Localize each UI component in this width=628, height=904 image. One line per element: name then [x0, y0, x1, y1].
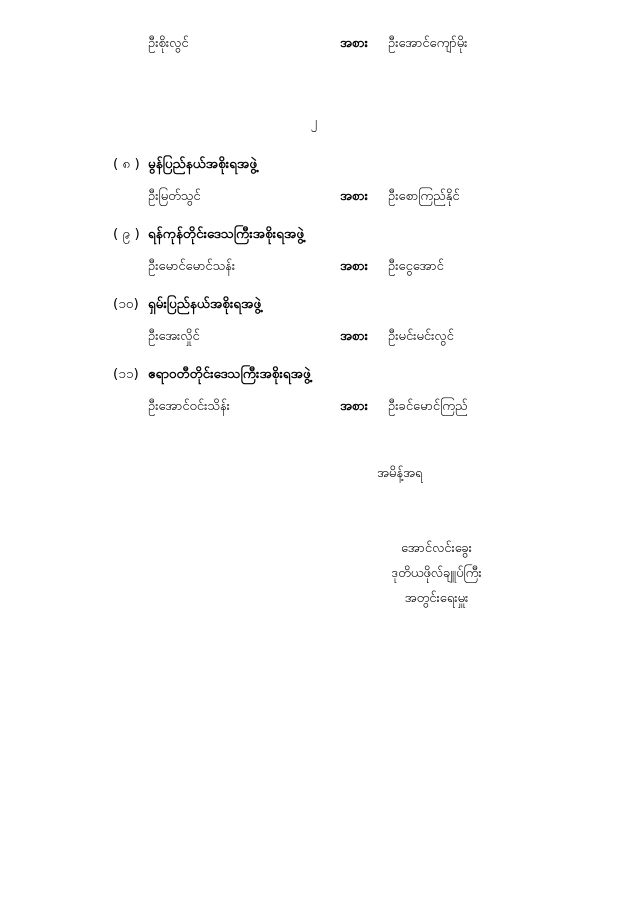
- row-separator: အစား: [340, 399, 368, 414]
- table-row: [0, 328, 628, 365]
- table-row: [0, 398, 628, 435]
- signature-block: [0, 536, 628, 611]
- group-heading: [0, 365, 628, 398]
- row-name-left: ဦးမောင်မောင်သန်း: [148, 259, 236, 274]
- row-name-right: ဦးခင်မောင်ကြည်: [388, 399, 468, 414]
- row-separator: အစား: [340, 36, 368, 51]
- group-number: (၁၀): [113, 296, 139, 312]
- signatory-role: အတွင်းရေးမှူး: [404, 591, 469, 606]
- row-name-left: ဦးစိုးလွင်: [148, 36, 189, 51]
- row-name-right: ဦးအောင်ကျော်မိုး: [388, 36, 468, 51]
- group-title: ရန်ကုန်တိုင်းဒေသကြီးအစိုးရအဖွဲ့: [148, 226, 305, 242]
- list-item: [0, 295, 628, 365]
- group-heading: [0, 295, 628, 328]
- list-item: [0, 155, 628, 225]
- row-separator: အစား: [340, 329, 368, 344]
- table-row: [0, 35, 628, 69]
- row-separator: အစား: [340, 259, 368, 274]
- group-title: မွန်ပြည်နယ်အစိုးရအဖွဲ့: [148, 156, 258, 172]
- group-number: ( ၈ ): [113, 156, 140, 172]
- row-name-left: ဦးမြတ်သွင်: [148, 189, 201, 204]
- group-number: (၁၁): [113, 366, 139, 382]
- row-name-right: ဦးငွေအောင်: [388, 259, 444, 274]
- group-title: ရှမ်းပြည်နယ်အစိုးရအဖွဲ့: [148, 296, 262, 312]
- table-row: [0, 258, 628, 295]
- table-row: [0, 188, 628, 225]
- signatory-rank: ဒုတိယဖိုလ်ချူပ်ကြီး: [391, 566, 482, 581]
- row-name-left: ဦးအေးလှိုင်: [148, 329, 200, 344]
- list-item: [0, 225, 628, 295]
- row-name-right: ဦးစောကြည်နိုင်: [388, 189, 460, 204]
- list-item: [0, 365, 628, 435]
- signatory-name: အောင်လင်းခွေး: [401, 541, 472, 556]
- order-line: အမိန့်အရ: [377, 466, 423, 481]
- row-name-left: ဦးအောင်ဝင်းသိန်း: [148, 399, 230, 414]
- group-title: ဧရာဝတီတိုင်းဒေသကြီးအစိုးရအဖွဲ့: [148, 366, 311, 382]
- group-heading: [0, 155, 628, 188]
- row-name-right: ဦးမင်းမင်းလွင်: [388, 329, 454, 344]
- page-number: ၂: [310, 115, 318, 130]
- row-separator: အစား: [340, 189, 368, 204]
- group-number: ( ၉ ): [113, 226, 140, 242]
- group-heading: [0, 225, 628, 258]
